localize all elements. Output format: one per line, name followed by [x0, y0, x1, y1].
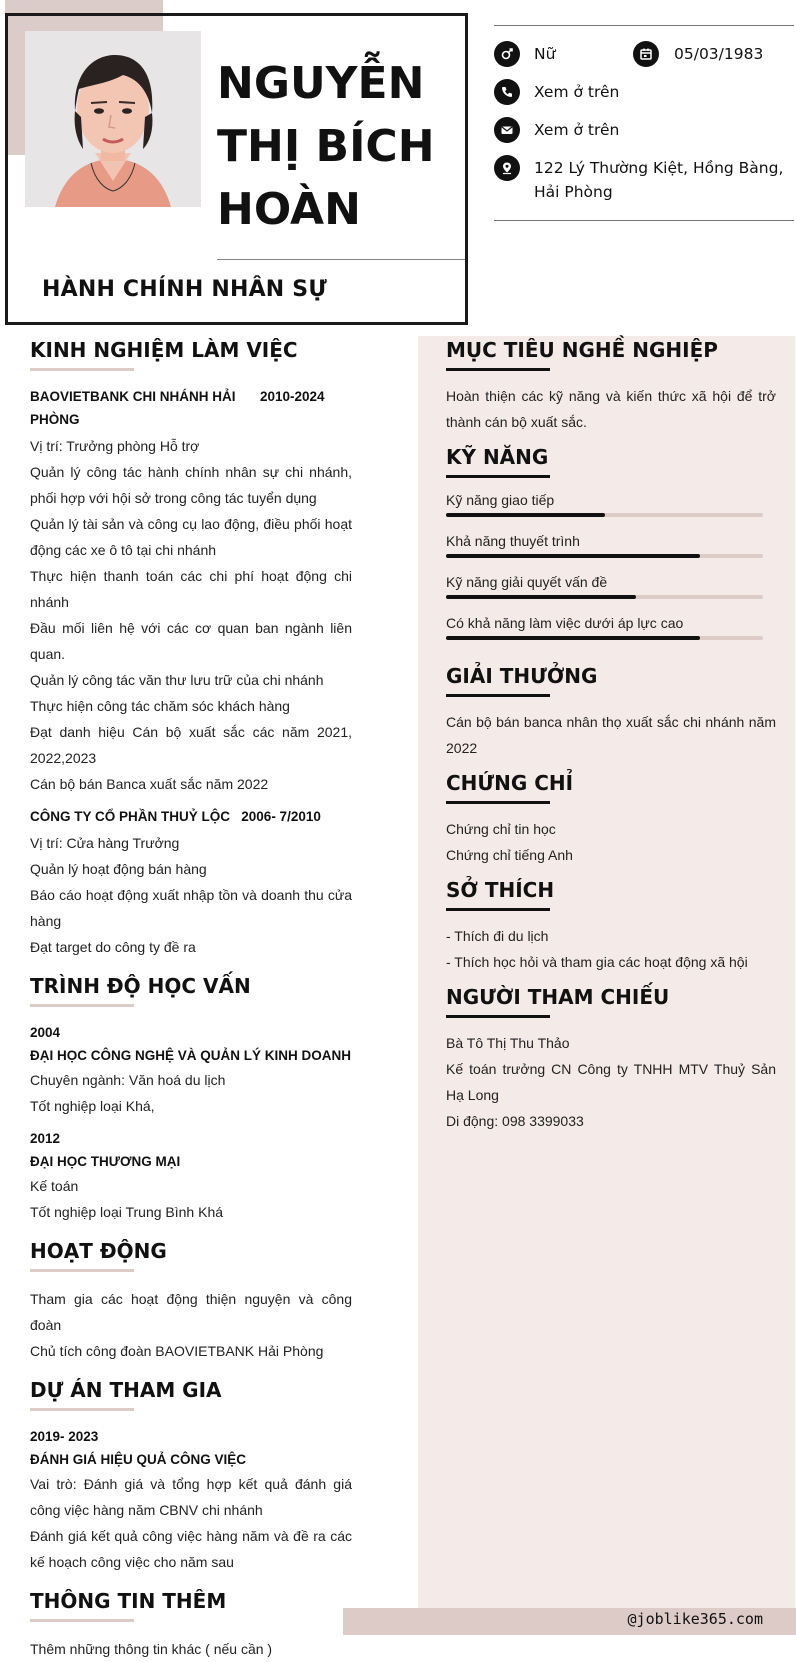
- project-period: 2019- 2023: [30, 1429, 99, 1444]
- activity-line: Tham gia các hoạt động thiện nguyện và công đoàn: [30, 1291, 352, 1333]
- job-line: Đầu mối liên hệ với các cơ quan ban ngành liên quan.: [30, 620, 352, 662]
- project-line: Đánh giá kết quả công việc hàng năm và đề ra các kế hoạch công việc cho năm sau: [30, 1528, 352, 1570]
- calendar-icon: [633, 41, 659, 67]
- spacer: [446, 761, 776, 769]
- certificates-section: [446, 769, 776, 868]
- section-title: KINH NGHIỆM LÀM VIỆC: [30, 338, 298, 362]
- skill-item: [446, 613, 776, 640]
- job-title: HÀNH CHÍNH NHÂN SỰ: [42, 277, 327, 302]
- references-section: [446, 983, 776, 1134]
- job-line: Quản lý tài sản và công cụ lao động, điều phối hoạt động các xe ô tô tại chi nhánh: [30, 516, 352, 558]
- section-title: CHỨNG CHỈ: [446, 771, 574, 795]
- section-title: TRÌNH ĐỘ HỌC VẤN: [30, 974, 251, 998]
- skill-label: Có khả năng làm việc dưới áp lực cao: [446, 615, 684, 631]
- section-title: KỸ NĂNG: [446, 445, 549, 469]
- phone-icon: [494, 79, 520, 105]
- contact-divider-bottom: [494, 220, 794, 221]
- avatar: [25, 31, 201, 207]
- section-underline: [30, 1004, 134, 1007]
- job-line: Thực hiện công tác chăm sóc khách hàng: [30, 698, 290, 714]
- contact-divider-top: [494, 25, 794, 26]
- section-title: THÔNG TIN THÊM: [30, 1589, 227, 1613]
- job-line: Thực hiện thanh toán các chi phí hoạt động chi nhánh: [30, 568, 352, 610]
- job-company: CÔNG TY CỔ PHẦN THUỶ LỘC: [30, 809, 231, 824]
- skill-label: Kỹ năng giải quyết vấn đề: [446, 574, 608, 590]
- education-year: 2012: [30, 1131, 61, 1146]
- spacer: [30, 1575, 352, 1587]
- job-line: Đạt target do công ty đề ra: [30, 939, 196, 955]
- candidate-name: NGUYỄN THỊ BÍCH HOÀN: [217, 58, 435, 235]
- reference-line: Kế toán trưởng CN Công ty TNHH MTV Thuỷ Sản Hạ Long: [446, 1061, 776, 1103]
- left-column: [30, 336, 352, 1662]
- job-header: [30, 805, 352, 828]
- job-line: Báo cáo hoạt động xuất nhập tồn và doanh thu cửa hàng: [30, 887, 352, 929]
- skills-list: [446, 490, 776, 640]
- section-underline: [30, 1619, 134, 1622]
- section-title: MỤC TIÊU NGHỀ NGHIỆP: [446, 338, 718, 362]
- section-title: DỰ ÁN THAM GIA: [30, 1378, 222, 1402]
- job-line: Quản lý công tác văn thư lưu trữ của chi nhánh: [30, 672, 324, 688]
- spacer: [30, 1364, 352, 1376]
- reference-line: Bà Tô Thị Thu Thảo: [446, 1035, 570, 1051]
- section-underline: [446, 1015, 550, 1018]
- section-title: SỞ THÍCH: [446, 878, 555, 902]
- education-section: [30, 972, 352, 1225]
- certificate-line: Chứng chỉ tiếng Anh: [446, 847, 573, 863]
- skills-section: [446, 443, 776, 640]
- hobby-line: - Thích học hỏi và tham gia các hoạt động xã hội: [446, 954, 748, 970]
- skill-label: Kỹ năng giao tiếp: [446, 492, 555, 508]
- spacer: [30, 1225, 352, 1237]
- section-underline: [30, 368, 134, 371]
- skill-bar-fill: [446, 554, 700, 558]
- job-line: Vị trí: Trưởng phòng Hỗ trợ: [30, 438, 200, 454]
- job-line: Đạt danh hiệu Cán bộ xuất sắc các năm 2021, 2022,2023: [30, 724, 352, 766]
- education-line: Kế toán: [30, 1178, 79, 1194]
- section-title: GIẢI THƯỞNG: [446, 664, 598, 688]
- birthdate-value: 05/03/1983: [674, 45, 764, 63]
- objective-text: Hoàn thiện các kỹ năng và kiến thức xã hội để trở thành cán bộ xuất sắc.: [446, 388, 776, 430]
- job-line: Cán bộ bán Banca xuất sắc năm 2022: [30, 776, 269, 792]
- skill-bar-fill: [446, 513, 605, 517]
- section-underline: [446, 368, 550, 371]
- job-company-and-period: [30, 805, 321, 828]
- activity-line: Chủ tích công đoàn BAOVIETBANK Hải Phòng: [30, 1343, 324, 1359]
- gender-value: Nữ: [534, 45, 556, 63]
- spacer: [446, 868, 776, 876]
- address-value: 122 Lý Thường Kiệt, Hồng Bàng, Hải Phòng: [534, 159, 784, 201]
- section-underline: [30, 1269, 134, 1272]
- education-school: ĐẠI HỌC THƯƠNG MẠI: [30, 1154, 181, 1169]
- education-line: Chuyên ngành: Văn hoá du lịch: [30, 1072, 226, 1088]
- skill-bar-fill: [446, 636, 700, 640]
- skill-label: Khả năng thuyết trình: [446, 533, 580, 549]
- hobbies-section: [446, 876, 776, 975]
- section-title: HOẠT ĐỘNG: [30, 1239, 167, 1263]
- spacer: [30, 960, 352, 972]
- name-divider: [217, 259, 465, 260]
- section-underline: [30, 1408, 134, 1411]
- job-period: 2006- 7/2010: [241, 809, 321, 824]
- section-title: NGƯỜI THAM CHIẾU: [446, 985, 670, 1009]
- additional-info-section: [30, 1587, 352, 1662]
- projects-section: [30, 1376, 352, 1575]
- job-line: Quản lý hoạt động bán hàng: [30, 861, 207, 877]
- gender-icon: [494, 41, 520, 67]
- spacer: [30, 1119, 352, 1127]
- award-text: Cán bộ bán banca nhân thọ xuất sắc chi nhánh năm 2022: [446, 714, 776, 756]
- right-column: [446, 336, 776, 1134]
- phone-value: Xem ở trên: [534, 83, 620, 101]
- reference-line: Di động: 098 3399033: [446, 1113, 584, 1129]
- section-underline: [446, 694, 550, 697]
- job-line: Quản lý công tác hành chính nhân sự chi nhánh, phối hợp với hội sở trong công tác tuyển dụng: [30, 464, 352, 506]
- skill-bar-track: [446, 636, 763, 640]
- spacer: [446, 654, 776, 662]
- skill-item: [446, 531, 776, 558]
- education-school: ĐẠI HỌC CÔNG NGHỆ VÀ QUẢN LÝ KINH DOANH: [30, 1048, 352, 1063]
- envelope-icon: [494, 117, 520, 143]
- job-company: BAOVIETBANK CHI NHÁNH HẢI PHÒNG: [30, 389, 236, 427]
- skill-item: [446, 490, 776, 517]
- map-pin-icon: [494, 155, 520, 181]
- skill-bar-track: [446, 554, 763, 558]
- skill-bar-fill: [446, 595, 636, 599]
- activities-section: [30, 1237, 352, 1364]
- awards-section: [446, 662, 776, 761]
- section-underline: [446, 801, 550, 804]
- skill-bar-track: [446, 513, 763, 517]
- spacer: [446, 435, 776, 443]
- experience-section: [30, 336, 352, 960]
- education-line: Tốt nghiệp loại Khá,: [30, 1098, 155, 1114]
- project-line: Vai trò: Đánh giá và tổng hợp kết quả đánh giá công việc hàng năm CBNV chi nhánh: [30, 1476, 352, 1518]
- spacer: [30, 797, 352, 805]
- hobby-line: - Thích đi du lịch: [446, 928, 549, 944]
- skill-item: [446, 572, 776, 599]
- avatar-photo: [25, 31, 201, 207]
- certificate-line: Chứng chỉ tin học: [446, 821, 556, 837]
- education-line: Tốt nghiệp loại Trung Bình Khá: [30, 1204, 224, 1220]
- section-underline: [446, 475, 550, 478]
- education-year: 2004: [30, 1025, 61, 1040]
- email-value: Xem ở trên: [534, 121, 620, 139]
- additional-text: Thêm những thông tin khác ( nếu cần ): [30, 1641, 273, 1657]
- job-header: [30, 385, 352, 431]
- objective-section: [446, 336, 776, 435]
- job-line: Vị trí: Cửa hàng Trưởng: [30, 835, 180, 851]
- section-underline: [446, 908, 550, 911]
- project-name: ĐÁNH GIÁ HIỆU QUẢ CÔNG VIỆC: [30, 1452, 247, 1467]
- watermark-text: @joblike365.com: [627, 1610, 763, 1628]
- skill-bar-track: [446, 595, 763, 599]
- spacer: [446, 975, 776, 983]
- job-period: 2010-2024: [260, 389, 325, 404]
